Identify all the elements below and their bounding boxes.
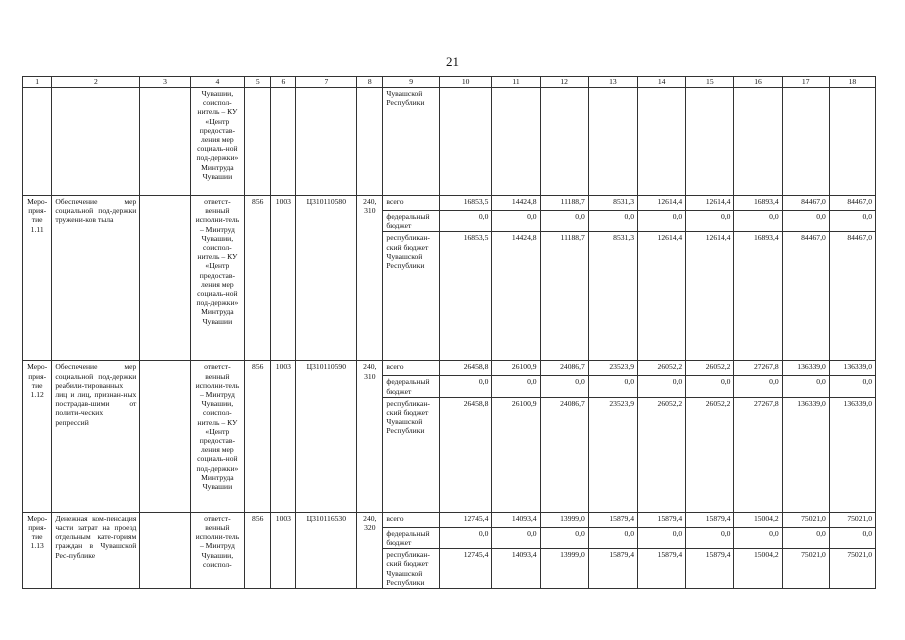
cell-value: 0,0 — [829, 211, 875, 232]
cell-vr: 240, 310 — [357, 196, 383, 361]
cell-value: 16853,5 — [439, 232, 491, 361]
cell-value: 0,0 — [829, 527, 875, 548]
cell-value: 11188,7 — [540, 196, 588, 211]
cell-value: 0,0 — [588, 376, 637, 397]
cell-value — [588, 88, 637, 196]
cell-value: 16893,4 — [734, 232, 782, 361]
cell-value: 16853,5 — [439, 196, 491, 211]
cell-vr: 240, 310 — [357, 361, 383, 512]
cell-rzpr — [271, 88, 296, 196]
cell-value: 26052,2 — [638, 397, 686, 512]
cell-value: 23523,9 — [588, 397, 637, 512]
cell-value: 0,0 — [588, 211, 637, 232]
cell-program — [140, 361, 190, 512]
cell-value: 8531,3 — [588, 232, 637, 361]
cell-value: 14093,4 — [492, 549, 540, 589]
cell-value: 15879,4 — [686, 512, 734, 527]
measure-row — [23, 196, 876, 211]
cell-value — [782, 88, 829, 196]
cell-value: 15879,4 — [686, 549, 734, 589]
cell-value: 0,0 — [638, 211, 686, 232]
column-header: 10 — [439, 77, 491, 88]
cell-measure-id: Меро-прия-тие 1.12 — [23, 361, 52, 512]
column-header: 5 — [245, 77, 271, 88]
cell-value: 12614,4 — [638, 196, 686, 211]
cell-funding-source: всего — [383, 512, 440, 527]
cell-value: 0,0 — [782, 211, 829, 232]
cell-value: 8531,3 — [588, 196, 637, 211]
cell-value: 23523,9 — [588, 361, 637, 376]
cell-grbs — [245, 88, 271, 196]
cell-value: 0,0 — [686, 211, 734, 232]
cell-value: 0,0 — [782, 527, 829, 548]
cell-funding-source: республикан-ский бюджет Чувашской Республики — [383, 232, 440, 361]
column-header: 11 — [492, 77, 540, 88]
cell-value: 84467,0 — [829, 196, 875, 211]
cell-funding-source: республикан-ский бюджет Чувашской Республики — [383, 397, 440, 512]
cell-value: 75021,0 — [782, 549, 829, 589]
cell-value — [540, 88, 588, 196]
cell-value: 0,0 — [734, 527, 782, 548]
cell-value: 0,0 — [782, 376, 829, 397]
cell-value: 0,0 — [439, 376, 491, 397]
column-header: 12 — [540, 77, 588, 88]
cell-value: 12614,4 — [686, 232, 734, 361]
column-header: 7 — [296, 77, 357, 88]
cell-value: 0,0 — [492, 527, 540, 548]
cell-value: 75021,0 — [782, 512, 829, 527]
cell-measure-desc: Обеспечение мер социальной под-держки реабили-тированных лиц и лиц, признан-ных пострадав-шими от полити-ческих репрессий — [52, 361, 140, 512]
cell-value: 84467,0 — [782, 232, 829, 361]
cell-value — [439, 88, 491, 196]
cell-value: 75021,0 — [829, 512, 875, 527]
cell-value: 26100,9 — [492, 397, 540, 512]
cell-value: 12745,4 — [439, 549, 491, 589]
cell-value: 0,0 — [492, 211, 540, 232]
cell-desc — [52, 88, 140, 196]
cell-responsible: ответст-венный исполни-тель – Минтруд Чувашии, соиспол-нитель – КУ «Центр предостав-ления мер социаль-ной под-держки» Минтруда Чувашии — [190, 361, 244, 512]
cell-value: 26052,2 — [686, 397, 734, 512]
cell-vr — [357, 88, 383, 196]
cell-value: 0,0 — [638, 527, 686, 548]
cell-value: 0,0 — [734, 376, 782, 397]
cell-value: 15879,4 — [588, 549, 637, 589]
cell-value: 136339,0 — [782, 361, 829, 376]
cell-value: 75021,0 — [829, 549, 875, 589]
cell-value: 14424,8 — [492, 196, 540, 211]
cell-value: 26458,8 — [439, 361, 491, 376]
cell-funding-source: федеральный бюджет — [383, 376, 440, 397]
column-header: 8 — [357, 77, 383, 88]
cell-funding-source: всего — [383, 361, 440, 376]
column-header: 18 — [829, 77, 875, 88]
cell-value: 0,0 — [540, 211, 588, 232]
cell-vr: 240, 320 — [357, 512, 383, 588]
cell-value: 0,0 — [829, 376, 875, 397]
column-header: 17 — [782, 77, 829, 88]
cell-value: 11188,7 — [540, 232, 588, 361]
cell-grbs: 856 — [245, 361, 271, 512]
column-header: 2 — [52, 77, 140, 88]
cell-value: 12745,4 — [439, 512, 491, 527]
cell-value: 26052,2 — [638, 361, 686, 376]
column-header: 3 — [140, 77, 190, 88]
cell-measure-id: Меро-прия-тие 1.13 — [23, 512, 52, 588]
cell-csr: Ц310110580 — [296, 196, 357, 361]
cell-value: 24086,7 — [540, 397, 588, 512]
cell-value: 26052,2 — [686, 361, 734, 376]
cell-value: 13999,0 — [540, 512, 588, 527]
cell-value: 15879,4 — [638, 512, 686, 527]
cell-source: Чувашской Республики — [383, 88, 440, 196]
cell-value: 27267,8 — [734, 361, 782, 376]
cell-responsible: ответст-венный исполни-тель – Минтруд Чувашии, соиспол- — [190, 512, 244, 588]
cell-value: 136339,0 — [782, 397, 829, 512]
column-header: 16 — [734, 77, 782, 88]
cell-value: 15004,2 — [734, 549, 782, 589]
cell-rzpr: 1003 — [271, 196, 296, 361]
cell-funding-source: всего — [383, 196, 440, 211]
cell-funding-source: федеральный бюджет — [383, 211, 440, 232]
cell-value: 15879,4 — [588, 512, 637, 527]
cell-value: 0,0 — [588, 527, 637, 548]
cell-measure-desc: Денежная ком-пенсация части затрат на проезд отдельным кате-гориям граждан в Чувашской Рес-публике — [52, 512, 140, 588]
measure-row — [23, 361, 876, 376]
cell-value: 0,0 — [540, 527, 588, 548]
cell-value — [734, 88, 782, 196]
cell-value: 26458,8 — [439, 397, 491, 512]
cell-value: 0,0 — [686, 527, 734, 548]
cell-responsible: ответст-венный исполни-тель – Минтруд Чувашии, соиспол-нитель – КУ «Центр предостав-ления мер социаль-ной под-держки» Минтруда Чувашии — [190, 196, 244, 361]
column-header: 15 — [686, 77, 734, 88]
cell-measure-id: Меро-прия-тие 1.11 — [23, 196, 52, 361]
cell-program — [140, 88, 190, 196]
cell-csr: Ц310116530 — [296, 512, 357, 588]
cell-rzpr: 1003 — [271, 512, 296, 588]
cell-value: 13999,0 — [540, 549, 588, 589]
cell-value: 0,0 — [439, 211, 491, 232]
cell-value: 15004,2 — [734, 512, 782, 527]
column-number-row — [23, 77, 876, 88]
cell-program — [140, 196, 190, 361]
cell-value: 27267,8 — [734, 397, 782, 512]
cell-csr: Ц310110590 — [296, 361, 357, 512]
cell-grbs: 856 — [245, 512, 271, 588]
cell-value: 16893,4 — [734, 196, 782, 211]
cell-value: 0,0 — [638, 376, 686, 397]
cell-value: 12614,4 — [638, 232, 686, 361]
cell-value: 0,0 — [686, 376, 734, 397]
cell-rzpr: 1003 — [271, 361, 296, 512]
cell-funding-source: федеральный бюджет — [383, 527, 440, 548]
cell-program — [140, 512, 190, 588]
cell-measure — [23, 88, 52, 196]
cell-value: 84467,0 — [829, 232, 875, 361]
column-header: 1 — [23, 77, 52, 88]
column-header: 14 — [638, 77, 686, 88]
cell-value: 136339,0 — [829, 397, 875, 512]
cell-value: 0,0 — [492, 376, 540, 397]
cell-responsible: Чувашии, соиспол-нитель – КУ «Центр предостав-ления мер социаль-ной под-держки» Минтруда Чувашии — [190, 88, 244, 196]
cell-value — [829, 88, 875, 196]
budget-table — [22, 76, 876, 589]
cell-value: 14093,4 — [492, 512, 540, 527]
cell-value: 12614,4 — [686, 196, 734, 211]
cell-value: 136339,0 — [829, 361, 875, 376]
column-header: 9 — [383, 77, 440, 88]
cell-value: 24086,7 — [540, 361, 588, 376]
cell-value: 0,0 — [439, 527, 491, 548]
cell-value: 0,0 — [734, 211, 782, 232]
cell-value: 84467,0 — [782, 196, 829, 211]
cell-value — [492, 88, 540, 196]
continuation-row — [23, 88, 876, 196]
column-header: 6 — [271, 77, 296, 88]
cell-measure-desc: Обеспечение мер социальной под-держки тружени-ков тыла — [52, 196, 140, 361]
cell-value: 14424,8 — [492, 232, 540, 361]
column-header: 13 — [588, 77, 637, 88]
column-header: 4 — [190, 77, 244, 88]
cell-grbs: 856 — [245, 196, 271, 361]
page-number: 21 — [446, 54, 459, 69]
cell-value — [638, 88, 686, 196]
cell-value: 0,0 — [540, 376, 588, 397]
cell-funding-source: республикан-ский бюджет Чувашской Республики — [383, 549, 440, 589]
cell-value: 26100,9 — [492, 361, 540, 376]
measure-row — [23, 512, 876, 527]
cell-value — [686, 88, 734, 196]
cell-value: 15879,4 — [638, 549, 686, 589]
cell-csr — [296, 88, 357, 196]
